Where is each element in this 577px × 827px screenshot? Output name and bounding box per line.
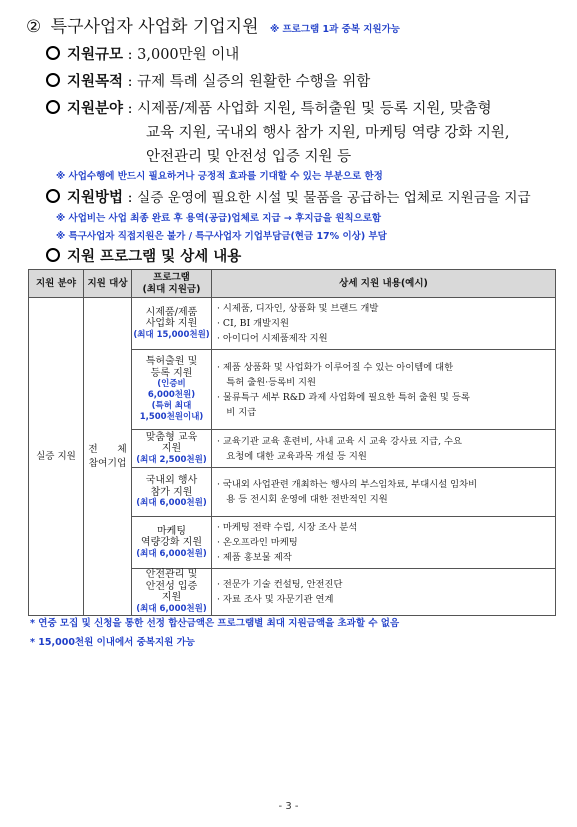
cell-field: 실증 지원 [29,298,84,616]
cell-details [212,298,556,350]
bullet-circle-icon [46,100,60,114]
section-number: ② [26,17,42,37]
bullet-purpose [46,70,370,91]
footnote-2: * 15,000천원 이내에서 중복지원 가능 [30,637,195,648]
program-max: (최대 6,000천원) [136,548,207,559]
header-target: 지원 대상 [84,270,132,298]
detail-line: · 시제품, 디자인, 상품화 및 브랜드 개발 [217,303,379,314]
bullet-circle-icon [46,248,60,262]
section-note: ※ 프로그램 1과 중복 지원가능 [269,24,400,35]
bullet-text: 3,000만원 이내 [137,47,240,63]
detail-line: · 아이디어 시제품제작 지원 [217,333,328,344]
program-name: 참가 지원 [150,486,193,498]
cell-program [132,517,212,569]
header-details: 상세 지원 내용(예시) [212,270,556,298]
bullet-label: 지원 프로그램 및 상세 내용 [67,249,242,265]
program-name: 시제품/제품 [145,306,198,318]
bullet-circle-icon [46,73,60,87]
header-program-line1: 프로그램 [153,271,190,283]
bullet-separator: : [123,190,138,206]
cell-program [132,350,212,430]
program-max: 1,500천원이내) [139,412,204,422]
section-heading: 특구사업자 사업화 기업지원 [50,17,259,37]
detail-line: · 제품 상품화 및 사업화가 이루어질 수 있는 아이템에 대한 [217,361,454,373]
bullet-text: 실증 운영에 필요한 시설 및 물품을 공급하는 업체로 지원금을 지급 [137,190,531,206]
program-table [28,269,556,616]
bullet-separator: : [123,101,138,117]
program-max: (최대 6,000천원) [136,603,207,614]
bullet-separator: : [123,74,138,90]
program-name: 안전성 입증 [145,580,198,592]
cell-program [132,298,212,350]
program-name: 역량강화 지원 [140,537,203,548]
bullet-text: 규제 특례 실증의 원활한 수행을 위함 [137,74,371,90]
program-name: 지원 [161,443,182,454]
bullet-label: 지원목적 [67,74,124,90]
bullet-circle-icon [46,189,60,203]
detail-line: 용 등 전시회 운영에 대한 전반적인 지원 [217,494,388,505]
cell-details [212,517,556,569]
bullet-label: 지원분야 [67,101,124,117]
program-max: (인증비 [157,379,186,389]
cell-target [84,298,132,616]
program-max: (최대 2,500천원) [136,454,207,465]
program-name: 국내외 행사 [145,475,198,486]
method-note-1: ※ 사업비는 사업 최종 완료 후 용역(공급)업체로 지급 → 후지급을 원칙으로함 [56,213,382,224]
program-name: 마케팅 [157,525,186,537]
section-title [26,12,400,37]
bullet-separator: : [123,47,138,63]
detail-line: 비 지급 [217,406,257,418]
detail-line: · 자료 조사 및 자문기관 연계 [217,594,334,605]
bullet-circle-icon [46,46,60,60]
detail-line: 특허 출원·등록비 지원 [217,376,316,388]
detail-line: · 마케팅 전략 수립, 시장 조사 분석 [217,522,358,533]
cell-program [132,569,212,616]
target-line1: 전 체 [88,443,127,455]
footnote-1: * 연중 모집 및 신청을 통한 선정 합산금액은 프로그램별 최대 지원금액을 초과할 수 없음 [30,618,400,629]
table-row [29,298,556,350]
target-line2: 참여기업 [88,457,127,469]
cell-details [212,350,556,430]
header-program-line2: (최대 지원금) [142,283,201,295]
program-name: 특허출원 및 [145,356,198,367]
program-max: (특허 최대 [151,401,192,411]
program-name: 맞춤형 교육 [145,431,198,443]
table-header-row [29,270,556,298]
detail-line: · 국내외 사업관련 개최하는 행사의 부스임차료, 부대시설 임차비 [217,479,478,490]
cell-details [212,468,556,517]
bullet-scale [46,43,239,64]
bullet-text: 시제품/제품 사업화 지원, 특허출원 및 등록 지원, 맞춤형 [137,101,492,117]
bullet-label: 지원방법 [67,190,124,206]
cell-program [132,468,212,517]
detail-line: · 전문가 기술 컨설팅, 안전진단 [217,579,343,590]
page-number: - 3 - [278,801,299,812]
bullet-fields [46,97,492,118]
program-max: (최대 15,000천원) [133,329,210,340]
header-program [132,270,212,298]
program-max: (최대 6,000천원) [136,498,207,508]
detail-line: · 온오프라인 마케팅 [217,537,298,548]
bullet-method [46,186,531,207]
program-name: 지원 [161,592,182,604]
bullet-programs [46,245,241,266]
bullet-label: 지원규모 [67,47,124,63]
detail-line: 요청에 대한 교육과목 개설 등 지원 [217,450,367,462]
detail-line: · 제품 홍보물 제작 [217,552,292,563]
program-name: 사업화 지원 [145,318,198,329]
bullet-fields-line3: 안전관리 및 안전성 입증 지원 등 [146,149,352,165]
program-max: 6,000천원) [147,390,196,400]
header-field: 지원 분야 [29,270,84,298]
cell-details [212,569,556,616]
bullet-fields-line2: 교육 지원, 국내외 행사 참가 지원, 마케팅 역량 강화 지원, [146,125,510,141]
cell-details [212,430,556,468]
detail-line: · 교육기관 교육 훈련비, 사내 교육 시 교육 강사료 지급, 수요 [217,435,462,447]
field-note: ※ 사업수행에 반드시 필요하거나 긍정적 효과를 기대할 수 있는 부분으로 한정 [56,171,383,182]
program-name: 안전관리 및 [145,569,198,581]
detail-line: · CI, BI 개발지원 [217,318,289,329]
method-note-2: ※ 특구사업자 직접지원은 불가 / 특구사업자 기업부담금(현금 17% 이상) 부담 [56,231,387,242]
detail-line: · 물류특구 세부 R&D 과제 사업화에 필요한 특허 출원 및 등록 [217,391,470,403]
program-name: 등록 지원 [150,367,193,379]
cell-program [132,430,212,468]
